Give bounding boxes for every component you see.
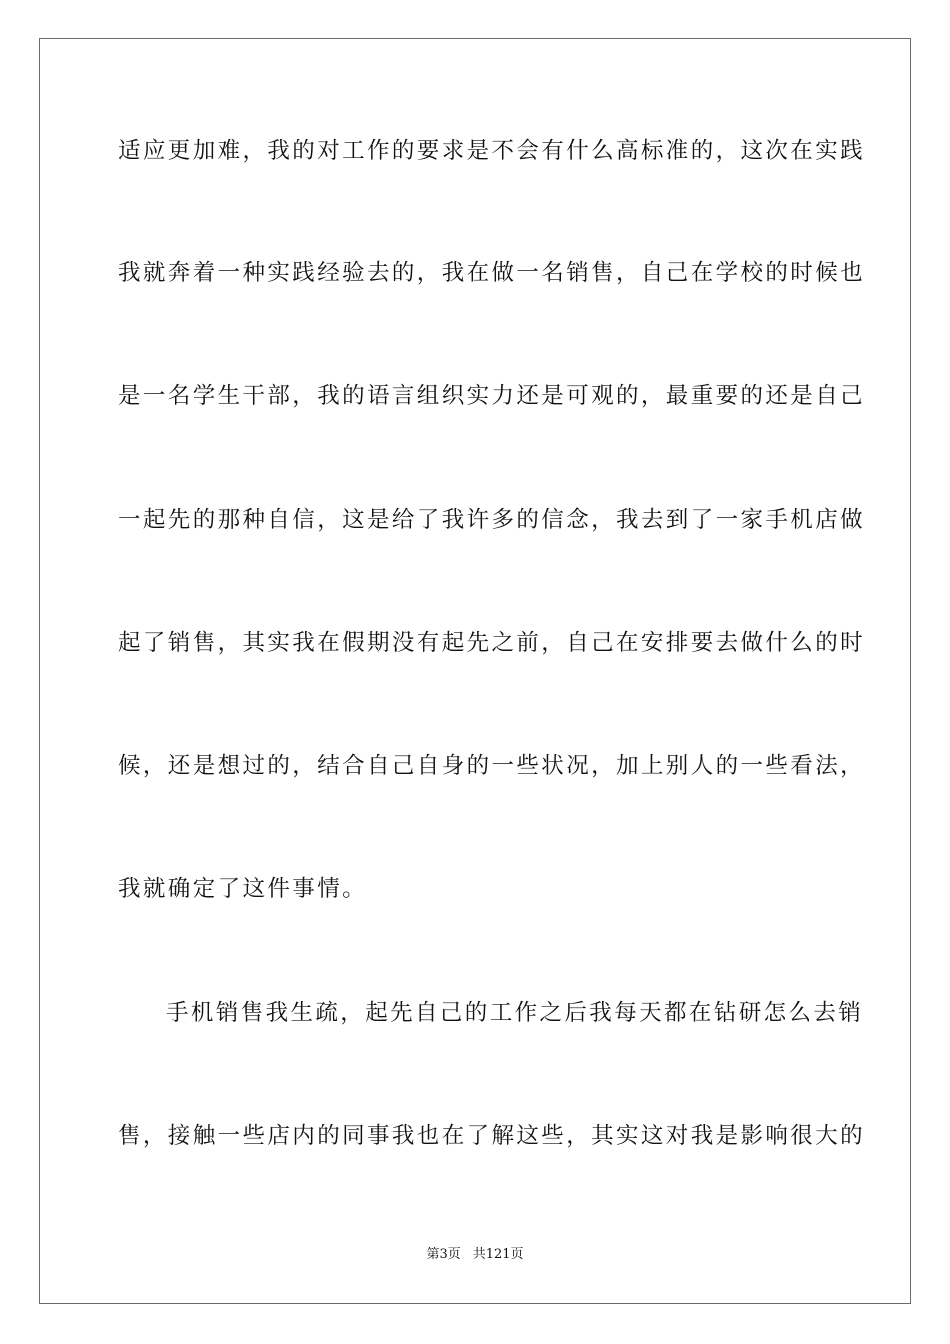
body-line-6: 候，还是想过的，结合自己自身的一些状况，加上别人的一些看法，	[118, 753, 866, 779]
page-border	[39, 38, 911, 1304]
page-footer	[0, 1246, 950, 1264]
body-line-1: 适应更加难，我的对工作的要求是不会有什么高标准的，这次在实践	[118, 138, 866, 164]
body-line-3: 是一名学生干部，我的语言组织实力还是可观的，最重要的还是自己	[118, 383, 866, 409]
page-number: 第3页	[426, 1247, 461, 1262]
total-pages: 共121页	[472, 1247, 524, 1262]
body-line-4: 一起先的那种自信，这是给了我许多的信念，我去到了一家手机店做	[118, 507, 866, 533]
body-line-7: 我就确定了这件事情。	[118, 876, 368, 902]
body-line-8-indented: 手机销售我生疏，起先自己的工作之后我每天都在钻研怎么去销	[166, 1000, 864, 1026]
body-line-2: 我就奔着一种实践经验去的，我在做一名销售，自己在学校的时候也	[118, 260, 866, 286]
body-line-9: 售，接触一些店内的同事我也在了解这些，其实这对我是影响很大的	[118, 1123, 866, 1149]
body-line-5: 起了销售，其实我在假期没有起先之前，自己在安排要去做什么的时	[118, 630, 866, 656]
